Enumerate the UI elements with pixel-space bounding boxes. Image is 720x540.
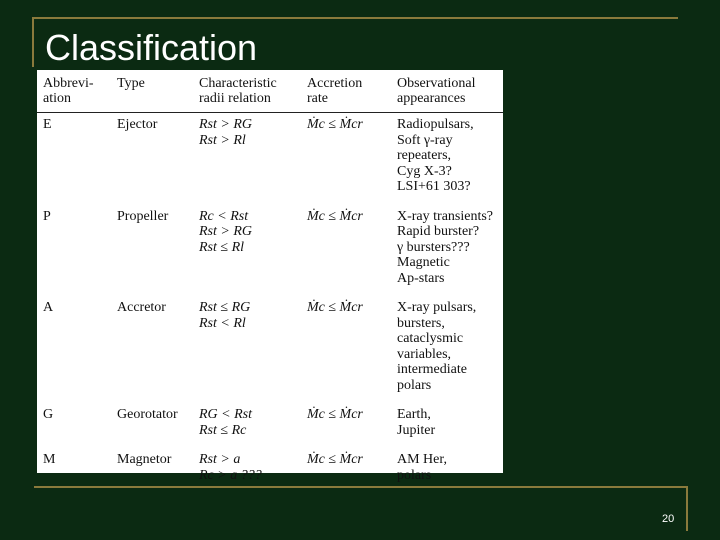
type-cell-line: Accretor bbox=[117, 300, 166, 315]
appearance-cell-line: repeaters, bbox=[397, 148, 452, 163]
type-cell-line: Propeller bbox=[117, 208, 169, 224]
radii-cell-line: Rst > Rl bbox=[199, 132, 246, 148]
appearance-cell-line: Rapid burster? bbox=[397, 224, 480, 239]
radii-cell bbox=[193, 442, 301, 487]
radii-cell-line: RG < Rst bbox=[199, 407, 252, 422]
radii-cell bbox=[193, 113, 301, 199]
column-header-line: Abbrevi- bbox=[43, 76, 94, 91]
table-row bbox=[37, 199, 503, 291]
appearance-cell-line: variables, bbox=[397, 346, 452, 362]
type-cell bbox=[111, 113, 193, 199]
table-row bbox=[37, 397, 503, 442]
table-row bbox=[37, 290, 503, 397]
rate-cell bbox=[301, 199, 391, 291]
abbr-cell-line: P bbox=[43, 208, 51, 224]
column-header-line: Observational bbox=[397, 76, 476, 91]
appearance-cell-line: Soft γ-ray bbox=[397, 132, 453, 148]
rate-cell bbox=[301, 397, 391, 442]
abbr-cell bbox=[37, 113, 111, 199]
type-cell-line: Georotator bbox=[117, 407, 178, 422]
type-cell-line: Magnetor bbox=[117, 452, 172, 467]
column-header-line: Characteristic bbox=[199, 76, 277, 91]
table-header-row bbox=[37, 70, 503, 113]
appearance-cell-line: Radiopulsars, bbox=[397, 117, 474, 132]
rate-cell-line: Ṁc ≤ Ṁcr bbox=[307, 452, 363, 467]
frame-right-line bbox=[686, 486, 688, 531]
column-header bbox=[193, 70, 301, 113]
abbr-cell bbox=[37, 199, 111, 291]
radii-cell bbox=[193, 199, 301, 291]
appearance-cell-line: Ap-stars bbox=[397, 270, 445, 286]
appearance-cell bbox=[391, 199, 503, 291]
rate-cell-line: Ṁc ≤ Ṁcr bbox=[307, 407, 363, 422]
column-header-line: rate bbox=[307, 91, 328, 106]
abbr-cell-line: E bbox=[43, 117, 52, 132]
appearance-cell-line: AM Her, bbox=[397, 452, 447, 467]
radii-cell-line: Rst ≤ Rc bbox=[199, 422, 247, 438]
appearance-cell-line: Jupiter bbox=[397, 422, 436, 438]
appearance-cell-line: polars bbox=[397, 377, 432, 393]
column-header-line: Accretion bbox=[307, 76, 363, 91]
abbr-cell-line: M bbox=[43, 452, 56, 467]
radii-cell-line: Rst > RG bbox=[199, 117, 252, 132]
appearance-cell-line: X-ray pulsars, bbox=[397, 300, 477, 315]
column-header bbox=[301, 70, 391, 113]
type-cell bbox=[111, 442, 193, 487]
abbr-cell-line: A bbox=[43, 300, 54, 315]
type-cell bbox=[111, 199, 193, 291]
column-header bbox=[391, 70, 503, 113]
radii-cell-line: Rst > a bbox=[199, 452, 241, 467]
table-row bbox=[37, 113, 503, 199]
appearance-cell bbox=[391, 290, 503, 397]
column-header-line: ation bbox=[43, 91, 71, 106]
type-cell bbox=[111, 397, 193, 442]
column-header-line: appearances bbox=[397, 91, 466, 106]
frame-top-line bbox=[32, 17, 678, 19]
abbr-cell bbox=[37, 442, 111, 487]
radii-cell-line: Rst > RG bbox=[199, 224, 252, 239]
appearance-cell-line: LSI+61 303? bbox=[397, 179, 471, 194]
type-cell-line: Ejector bbox=[117, 117, 158, 132]
appearance-cell bbox=[391, 397, 503, 442]
appearance-cell-line: intermediate bbox=[397, 362, 467, 377]
radii-cell-line: Rst ≤ RG bbox=[199, 300, 251, 315]
type-cell bbox=[111, 290, 193, 397]
slide-title: Classification bbox=[45, 27, 258, 68]
rate-cell bbox=[301, 113, 391, 199]
classification-table-image bbox=[37, 70, 503, 483]
appearance-cell-line: cataclysmic bbox=[397, 331, 464, 346]
appearance-cell-line: γ bursters??? bbox=[397, 239, 470, 255]
classification-table bbox=[37, 70, 503, 487]
appearance-cell bbox=[391, 442, 503, 487]
abbr-cell-line: G bbox=[43, 407, 54, 422]
appearance-cell bbox=[391, 113, 503, 199]
frame-left-line bbox=[32, 17, 34, 67]
appearance-cell-line: X-ray transients? bbox=[397, 208, 494, 224]
column-header-line: radii relation bbox=[199, 91, 271, 106]
abbr-cell bbox=[37, 397, 111, 442]
rate-cell bbox=[301, 290, 391, 397]
table-body bbox=[37, 113, 503, 488]
appearance-cell-line: bursters, bbox=[397, 315, 445, 331]
column-header-line: Type bbox=[117, 76, 145, 91]
column-header bbox=[37, 70, 111, 113]
page-number: 20 bbox=[662, 513, 675, 525]
abbr-cell bbox=[37, 290, 111, 397]
radii-cell bbox=[193, 290, 301, 397]
appearance-cell-line: polars bbox=[397, 467, 432, 483]
appearance-cell-line: Earth, bbox=[397, 407, 431, 422]
table-row bbox=[37, 442, 503, 487]
radii-cell-line: Rst ≤ Rl bbox=[199, 239, 245, 255]
radii-cell-line: Rc < Rst bbox=[199, 208, 249, 224]
rate-cell-line: Ṁc ≤ Ṁcr bbox=[307, 300, 363, 315]
radii-cell-line: Rst < Rl bbox=[199, 315, 246, 331]
appearance-cell-line: Cyg X-3? bbox=[397, 163, 452, 179]
radii-cell bbox=[193, 397, 301, 442]
rate-cell-line: Ṁc ≤ Ṁcr bbox=[307, 117, 363, 132]
column-header bbox=[111, 70, 193, 113]
radii-cell-line: Rc > a ??? bbox=[199, 467, 262, 483]
rate-cell bbox=[301, 442, 391, 487]
appearance-cell-line: Magnetic bbox=[397, 255, 450, 270]
rate-cell-line: Ṁc ≤ Ṁcr bbox=[307, 208, 363, 224]
